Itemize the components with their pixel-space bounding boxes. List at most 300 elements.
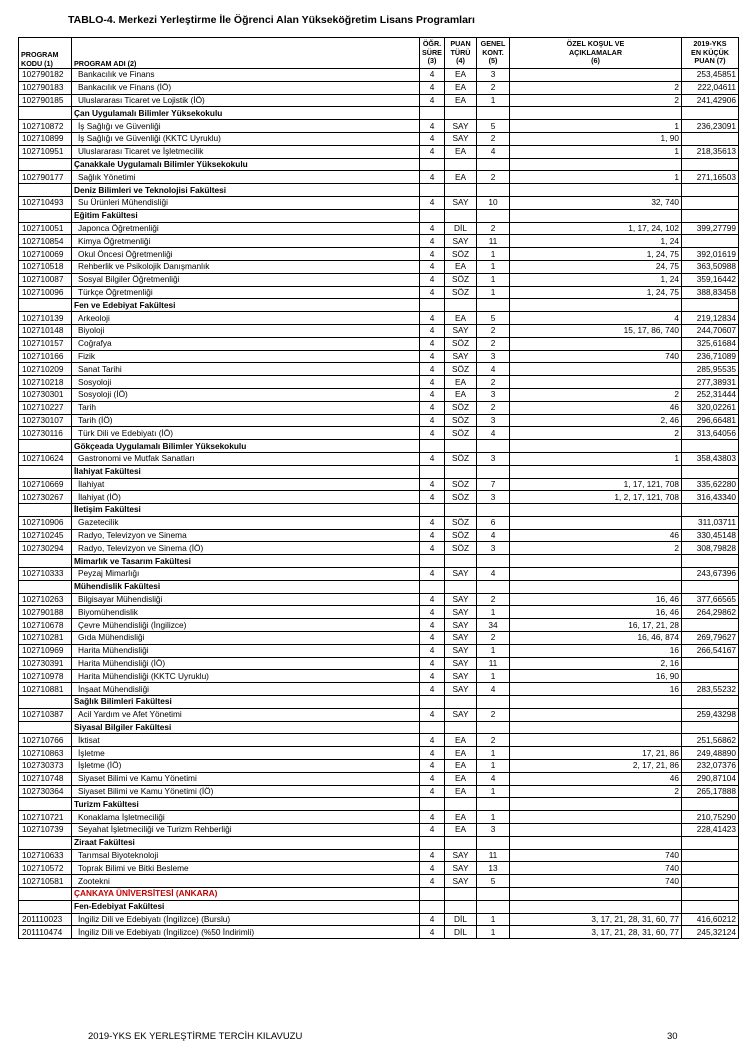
program-duration: 4 (420, 606, 445, 619)
program-min-score (682, 862, 739, 875)
table-row (19, 670, 739, 683)
empty-cell (445, 798, 477, 811)
program-conditions (510, 69, 682, 82)
empty-cell (477, 721, 510, 734)
faculty-name: Deniz Bilimleri ve Teknolojisi Fakültesi (72, 184, 420, 197)
empty-cell (19, 555, 72, 568)
program-conditions: 2 (510, 81, 682, 94)
faculty-name: Mimarlık ve Tasarım Fakültesi (72, 555, 420, 568)
empty-cell (510, 888, 682, 901)
program-duration: 4 (420, 196, 445, 209)
empty-cell (510, 504, 682, 517)
program-code: 102710087 (19, 273, 72, 286)
program-code: 102710669 (19, 478, 72, 491)
table-row (19, 94, 739, 107)
faculty-row (19, 107, 739, 120)
program-min-score: 308,79828 (682, 542, 739, 555)
program-name: Türkçe Öğretmenliği (72, 286, 420, 299)
program-code: 102710227 (19, 401, 72, 414)
program-score-type: SÖZ (445, 452, 477, 465)
program-quota: 2 (477, 81, 510, 94)
program-code: 102710863 (19, 747, 72, 760)
programs-table (18, 37, 739, 939)
table-row (19, 196, 739, 209)
program-min-score: 219,12834 (682, 312, 739, 325)
program-duration: 4 (420, 376, 445, 389)
empty-cell (510, 107, 682, 120)
table-row (19, 772, 739, 785)
table-row (19, 376, 739, 389)
empty-cell (477, 504, 510, 517)
program-score-type: SAY (445, 132, 477, 145)
table-row (19, 222, 739, 235)
table-row (19, 926, 739, 939)
program-quota: 3 (477, 388, 510, 401)
program-duration: 4 (420, 324, 445, 337)
program-min-score: 228,41423 (682, 824, 739, 837)
empty-cell (19, 184, 72, 197)
program-duration: 4 (420, 926, 445, 939)
empty-cell (420, 158, 445, 171)
program-score-type: EA (445, 312, 477, 325)
empty-cell (477, 209, 510, 222)
program-name: İlahiyat (72, 478, 420, 491)
program-quota: 3 (477, 452, 510, 465)
program-quota: 2 (477, 324, 510, 337)
program-name: Harita Mühendisliği (İÖ) (72, 657, 420, 670)
program-code: 102710518 (19, 260, 72, 273)
program-name: Harita Mühendisliği (72, 644, 420, 657)
program-min-score: 325,61684 (682, 337, 739, 350)
program-conditions: 2 (510, 427, 682, 440)
empty-cell (477, 440, 510, 453)
program-score-type: SÖZ (445, 401, 477, 414)
empty-cell (510, 836, 682, 849)
program-conditions: 1 (510, 120, 682, 133)
program-quota: 2 (477, 593, 510, 606)
program-code: 102710678 (19, 619, 72, 632)
program-quota: 1 (477, 286, 510, 299)
table-row (19, 849, 739, 862)
program-conditions (510, 811, 682, 824)
empty-cell (682, 721, 739, 734)
program-duration: 4 (420, 120, 445, 133)
table-row (19, 619, 739, 632)
program-score-type: SAY (445, 120, 477, 133)
program-code: 102710899 (19, 132, 72, 145)
program-duration: 4 (420, 516, 445, 529)
faculty-name: Fen-Edebiyat Fakültesi (72, 900, 420, 913)
program-name: İlahiyat (İÖ) (72, 491, 420, 504)
program-duration: 4 (420, 734, 445, 747)
program-duration: 4 (420, 529, 445, 542)
program-quota: 34 (477, 619, 510, 632)
program-code: 102710069 (19, 248, 72, 261)
program-name: Arkeoloji (72, 312, 420, 325)
program-duration: 4 (420, 670, 445, 683)
table-row (19, 145, 739, 158)
faculty-row (19, 696, 739, 709)
program-score-type: SAY (445, 849, 477, 862)
program-code: 102730301 (19, 388, 72, 401)
program-quota: 1 (477, 747, 510, 760)
program-name: İş Sağlığı ve Güvenliği (72, 120, 420, 133)
program-code: 102710881 (19, 683, 72, 696)
program-score-type: DİL (445, 222, 477, 235)
faculty-row (19, 184, 739, 197)
program-name: Kimya Öğretmenliği (72, 235, 420, 248)
program-min-score: 330,45148 (682, 529, 739, 542)
program-min-score: 377,66565 (682, 593, 739, 606)
program-score-type: EA (445, 760, 477, 773)
program-code: 102710148 (19, 324, 72, 337)
table-row (19, 657, 739, 670)
program-score-type: SAY (445, 657, 477, 670)
program-name: Radyo, Televizyon ve Sinema (72, 529, 420, 542)
program-score-type: SAY (445, 644, 477, 657)
program-name: Rehberlik ve Psikolojik Danışmanlık (72, 260, 420, 273)
program-duration: 4 (420, 312, 445, 325)
program-quota: 11 (477, 235, 510, 248)
table-row (19, 132, 739, 145)
program-score-type: SÖZ (445, 337, 477, 350)
empty-cell (510, 798, 682, 811)
program-code: 102790183 (19, 81, 72, 94)
table-row (19, 452, 739, 465)
program-code: 102710854 (19, 235, 72, 248)
program-quota: 3 (477, 414, 510, 427)
program-score-type: EA (445, 785, 477, 798)
program-duration: 4 (420, 760, 445, 773)
program-duration: 4 (420, 388, 445, 401)
program-min-score: 264,29862 (682, 606, 739, 619)
program-score-type: EA (445, 69, 477, 82)
empty-cell (19, 299, 72, 312)
program-quota: 2 (477, 376, 510, 389)
program-quota: 1 (477, 811, 510, 824)
program-score-type: EA (445, 145, 477, 158)
program-duration: 4 (420, 875, 445, 888)
program-name: Bankacılık ve Finans (İÖ) (72, 81, 420, 94)
program-name: Fizik (72, 350, 420, 363)
program-conditions: 3, 17, 21, 28, 31, 60, 77 (510, 913, 682, 926)
program-conditions: 2, 17, 21, 86 (510, 760, 682, 773)
program-duration: 4 (420, 132, 445, 145)
program-score-type: SAY (445, 196, 477, 209)
table-row (19, 235, 739, 248)
program-duration: 4 (420, 414, 445, 427)
empty-cell (477, 580, 510, 593)
empty-cell (510, 184, 682, 197)
program-score-type: SAY (445, 632, 477, 645)
empty-cell (682, 209, 739, 222)
program-duration: 4 (420, 248, 445, 261)
table-row (19, 363, 739, 376)
empty-cell (445, 440, 477, 453)
empty-cell (420, 580, 445, 593)
program-min-score: 363,50988 (682, 260, 739, 273)
program-score-type: SÖZ (445, 542, 477, 555)
program-duration: 4 (420, 683, 445, 696)
program-name: Tarih (İÖ) (72, 414, 420, 427)
program-duration: 4 (420, 94, 445, 107)
faculty-name: Ziraat Fakültesi (72, 836, 420, 849)
program-code: 102710978 (19, 670, 72, 683)
program-conditions: 740 (510, 875, 682, 888)
program-quota: 1 (477, 913, 510, 926)
empty-cell (420, 836, 445, 849)
program-score-type: SAY (445, 875, 477, 888)
program-code: 102730267 (19, 491, 72, 504)
program-name: İnşaat Mühendisliği (72, 683, 420, 696)
faculty-name: İlahiyat Fakültesi (72, 465, 420, 478)
program-min-score: 252,31444 (682, 388, 739, 401)
empty-cell (682, 555, 739, 568)
program-conditions: 740 (510, 849, 682, 862)
program-name: Siyaset Bilimi ve Kamu Yönetimi (İÖ) (72, 785, 420, 798)
empty-cell (420, 440, 445, 453)
program-quota: 2 (477, 337, 510, 350)
empty-cell (445, 888, 477, 901)
empty-cell (19, 440, 72, 453)
empty-cell (682, 504, 739, 517)
faculty-name: Turizm Fakültesi (72, 798, 420, 811)
table-row (19, 785, 739, 798)
program-duration: 4 (420, 69, 445, 82)
program-name: Sağlık Yönetimi (72, 171, 420, 184)
empty-cell (445, 580, 477, 593)
empty-cell (445, 299, 477, 312)
program-conditions: 1, 24, 75 (510, 286, 682, 299)
university-name: ÇANKAYA ÜNİVERSİTESİ (ANKARA) (72, 888, 420, 901)
program-code: 102710721 (19, 811, 72, 824)
table-row (19, 708, 739, 721)
program-min-score: 265,17888 (682, 785, 739, 798)
empty-cell (510, 158, 682, 171)
program-score-type: EA (445, 734, 477, 747)
program-quota: 1 (477, 248, 510, 261)
program-conditions: 16, 46 (510, 593, 682, 606)
program-duration: 4 (420, 785, 445, 798)
program-code: 201110474 (19, 926, 72, 939)
empty-cell (477, 798, 510, 811)
program-duration: 4 (420, 452, 445, 465)
faculty-name: Siyasal Bilgiler Fakültesi (72, 721, 420, 734)
program-score-type: SAY (445, 606, 477, 619)
program-min-score: 416,60212 (682, 913, 739, 926)
program-conditions: 1, 24, 75 (510, 248, 682, 261)
program-conditions: 16, 46 (510, 606, 682, 619)
program-conditions: 1, 17, 24, 102 (510, 222, 682, 235)
program-min-score: 259,43298 (682, 708, 739, 721)
header-conditions: ÖZEL KOŞUL VE AÇIKLAMALAR (6) (510, 38, 682, 69)
program-name: İş Sağlığı ve Güvenliği (KKTC Uyruklu) (72, 132, 420, 145)
table-row (19, 875, 739, 888)
program-min-score: 311,03711 (682, 516, 739, 529)
empty-cell (477, 696, 510, 709)
program-duration: 4 (420, 747, 445, 760)
program-score-type: SÖZ (445, 363, 477, 376)
program-conditions: 17, 21, 86 (510, 747, 682, 760)
program-min-score: 249,48890 (682, 747, 739, 760)
table-row (19, 478, 739, 491)
program-duration: 4 (420, 913, 445, 926)
program-code: 102710739 (19, 824, 72, 837)
program-conditions (510, 376, 682, 389)
program-quota: 11 (477, 849, 510, 862)
program-min-score: 222,04611 (682, 81, 739, 94)
program-code: 102710969 (19, 644, 72, 657)
table-row (19, 248, 739, 261)
program-code: 102710748 (19, 772, 72, 785)
program-quota: 6 (477, 516, 510, 529)
program-score-type: SAY (445, 235, 477, 248)
program-name: Sosyal Bilgiler Öğretmenliği (72, 273, 420, 286)
program-conditions: 24, 75 (510, 260, 682, 273)
program-min-score (682, 657, 739, 670)
empty-cell (19, 696, 72, 709)
faculty-row (19, 580, 739, 593)
empty-cell (420, 504, 445, 517)
empty-cell (445, 721, 477, 734)
program-score-type: EA (445, 260, 477, 273)
program-min-score: 290,87104 (682, 772, 739, 785)
program-score-type: SÖZ (445, 286, 477, 299)
empty-cell (510, 440, 682, 453)
empty-cell (445, 504, 477, 517)
program-code: 102710166 (19, 350, 72, 363)
program-conditions: 16 (510, 683, 682, 696)
program-score-type: EA (445, 94, 477, 107)
empty-cell (477, 299, 510, 312)
table-row (19, 862, 739, 875)
program-name: Sosyoloji (İÖ) (72, 388, 420, 401)
program-conditions: 1, 90 (510, 132, 682, 145)
empty-cell (682, 184, 739, 197)
program-name: Japonca Öğretmenliği (72, 222, 420, 235)
empty-cell (19, 158, 72, 171)
header-program-code: PROGRAM KODU (1) (19, 38, 72, 69)
program-conditions: 1, 17, 121, 708 (510, 478, 682, 491)
program-name: Türk Dili ve Edebiyatı (İÖ) (72, 427, 420, 440)
faculty-name: Çan Uygulamalı Bilimler Yüksekokulu (72, 107, 420, 120)
program-duration: 4 (420, 593, 445, 606)
empty-cell (19, 721, 72, 734)
program-score-type: SÖZ (445, 427, 477, 440)
program-name: Coğrafya (72, 337, 420, 350)
program-conditions: 2 (510, 388, 682, 401)
empty-cell (477, 184, 510, 197)
table-row (19, 388, 739, 401)
table-body (19, 69, 739, 939)
empty-cell (420, 299, 445, 312)
program-score-type: EA (445, 747, 477, 760)
empty-cell (477, 555, 510, 568)
program-quota: 3 (477, 824, 510, 837)
program-name: Biyomühendislik (72, 606, 420, 619)
program-code: 102730364 (19, 785, 72, 798)
program-duration: 4 (420, 849, 445, 862)
program-duration: 4 (420, 644, 445, 657)
program-min-score (682, 849, 739, 862)
program-score-type: DİL (445, 926, 477, 939)
program-code: 102710051 (19, 222, 72, 235)
empty-cell (420, 184, 445, 197)
empty-cell (682, 158, 739, 171)
empty-cell (19, 504, 72, 517)
empty-cell (510, 696, 682, 709)
program-name: Tarih (72, 401, 420, 414)
program-min-score: 236,71089 (682, 350, 739, 363)
empty-cell (19, 580, 72, 593)
program-conditions: 2, 16 (510, 657, 682, 670)
program-quota: 3 (477, 69, 510, 82)
header-min-score: 2019-YKS EN KÜÇÜK PUAN (7) (682, 38, 739, 69)
empty-cell (477, 158, 510, 171)
program-conditions: 1, 24 (510, 273, 682, 286)
program-quota: 1 (477, 273, 510, 286)
program-conditions (510, 337, 682, 350)
program-code: 102710872 (19, 120, 72, 133)
program-quota: 5 (477, 875, 510, 888)
program-score-type: EA (445, 376, 477, 389)
faculty-row (19, 555, 739, 568)
program-min-score: 313,64056 (682, 427, 739, 440)
program-duration: 4 (420, 286, 445, 299)
program-score-type: SAY (445, 593, 477, 606)
program-min-score: 316,43340 (682, 491, 739, 504)
program-conditions: 46 (510, 401, 682, 414)
faculty-row (19, 158, 739, 171)
faculty-row (19, 798, 739, 811)
university-row (19, 888, 739, 901)
program-duration: 4 (420, 568, 445, 581)
program-duration: 4 (420, 772, 445, 785)
program-min-score: 277,38931 (682, 376, 739, 389)
program-conditions: 16, 17, 21, 28 (510, 619, 682, 632)
empty-cell (19, 888, 72, 901)
program-code: 102710951 (19, 145, 72, 158)
program-score-type: SAY (445, 568, 477, 581)
program-code: 201110023 (19, 913, 72, 926)
program-score-type: SÖZ (445, 491, 477, 504)
program-conditions: 740 (510, 862, 682, 875)
programs-table-container (18, 37, 739, 939)
program-min-score: 358,43803 (682, 452, 739, 465)
table-row (19, 273, 739, 286)
program-code: 102710581 (19, 875, 72, 888)
program-conditions: 46 (510, 772, 682, 785)
program-name: İktisat (72, 734, 420, 747)
program-min-score: 392,01619 (682, 248, 739, 261)
empty-cell (682, 696, 739, 709)
page-title: TABLO-4. Merkezi Yerleştirme İle Öğrenci Alan Yükseköğretim Lisans Programları (68, 14, 475, 26)
program-conditions: 2 (510, 542, 682, 555)
empty-cell (420, 888, 445, 901)
program-min-score: 269,79627 (682, 632, 739, 645)
program-conditions: 740 (510, 350, 682, 363)
program-quota: 5 (477, 120, 510, 133)
program-score-type: SÖZ (445, 273, 477, 286)
program-name: Uluslararası Ticaret ve İşletmecilik (72, 145, 420, 158)
program-score-type: SAY (445, 708, 477, 721)
program-conditions: 4 (510, 312, 682, 325)
empty-cell (420, 107, 445, 120)
program-name: İngiliz Dili ve Edebiyatı (İngilizce) (%50 İndirimli) (72, 926, 420, 939)
table-row (19, 69, 739, 82)
program-min-score: 320,02261 (682, 401, 739, 414)
faculty-row (19, 209, 739, 222)
